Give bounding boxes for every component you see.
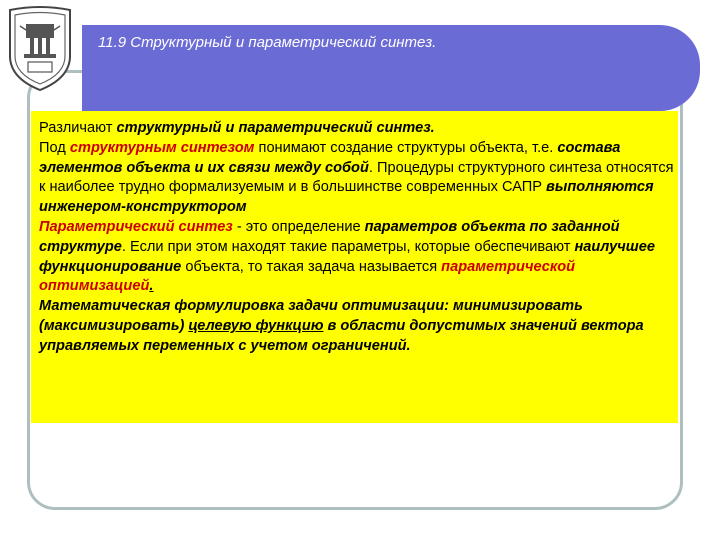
bold-text: структурный и параметрический синтез. [116, 120, 435, 136]
term-parametric: Параметрический синтез [39, 218, 233, 235]
paragraph-intro [39, 119, 678, 139]
text: в области допустимых значений вектора управляемых переменных с учетом ограничений. [39, 317, 644, 354]
slide-title: 11.9 Структурный и параметрический синтез. [98, 34, 437, 51]
text: Различают [39, 120, 117, 136]
text: . Если при этом находят такие параметры, которые обеспечивают [121, 238, 575, 255]
text: Под [39, 139, 70, 156]
text: понимают создание структуры объекта, т.е. [254, 139, 558, 156]
bold-text: состава элементов объекта и их связи между собой [39, 139, 621, 176]
bold-text: параметров объекта по заданной структуре [39, 218, 620, 255]
text: Математическая формулировка задачи оптимизации: минимизировать (максимизировать) [39, 298, 583, 334]
text: . [149, 278, 154, 295]
university-crest-icon [4, 4, 76, 92]
text: . Процедуры структурного синтеза относятся к наиболее трудно формализуемым и в большинстве современных САПР [39, 159, 674, 196]
text: объекта, то такая задача называется [181, 258, 442, 275]
paragraph-structural [39, 139, 678, 218]
bold-text: выполняются инженером-конструктором [39, 179, 654, 216]
bold-text: наилучшее функционирование [39, 238, 656, 275]
paragraph-parametric [39, 218, 678, 297]
text: - это определение [232, 218, 365, 235]
paragraph-math [39, 297, 678, 356]
term-optimization: параметрической оптимизацией [39, 258, 576, 295]
underlined-term: целевую функцию [188, 317, 324, 334]
content-block [31, 111, 678, 423]
term-structural: структурным синтезом [69, 139, 255, 156]
